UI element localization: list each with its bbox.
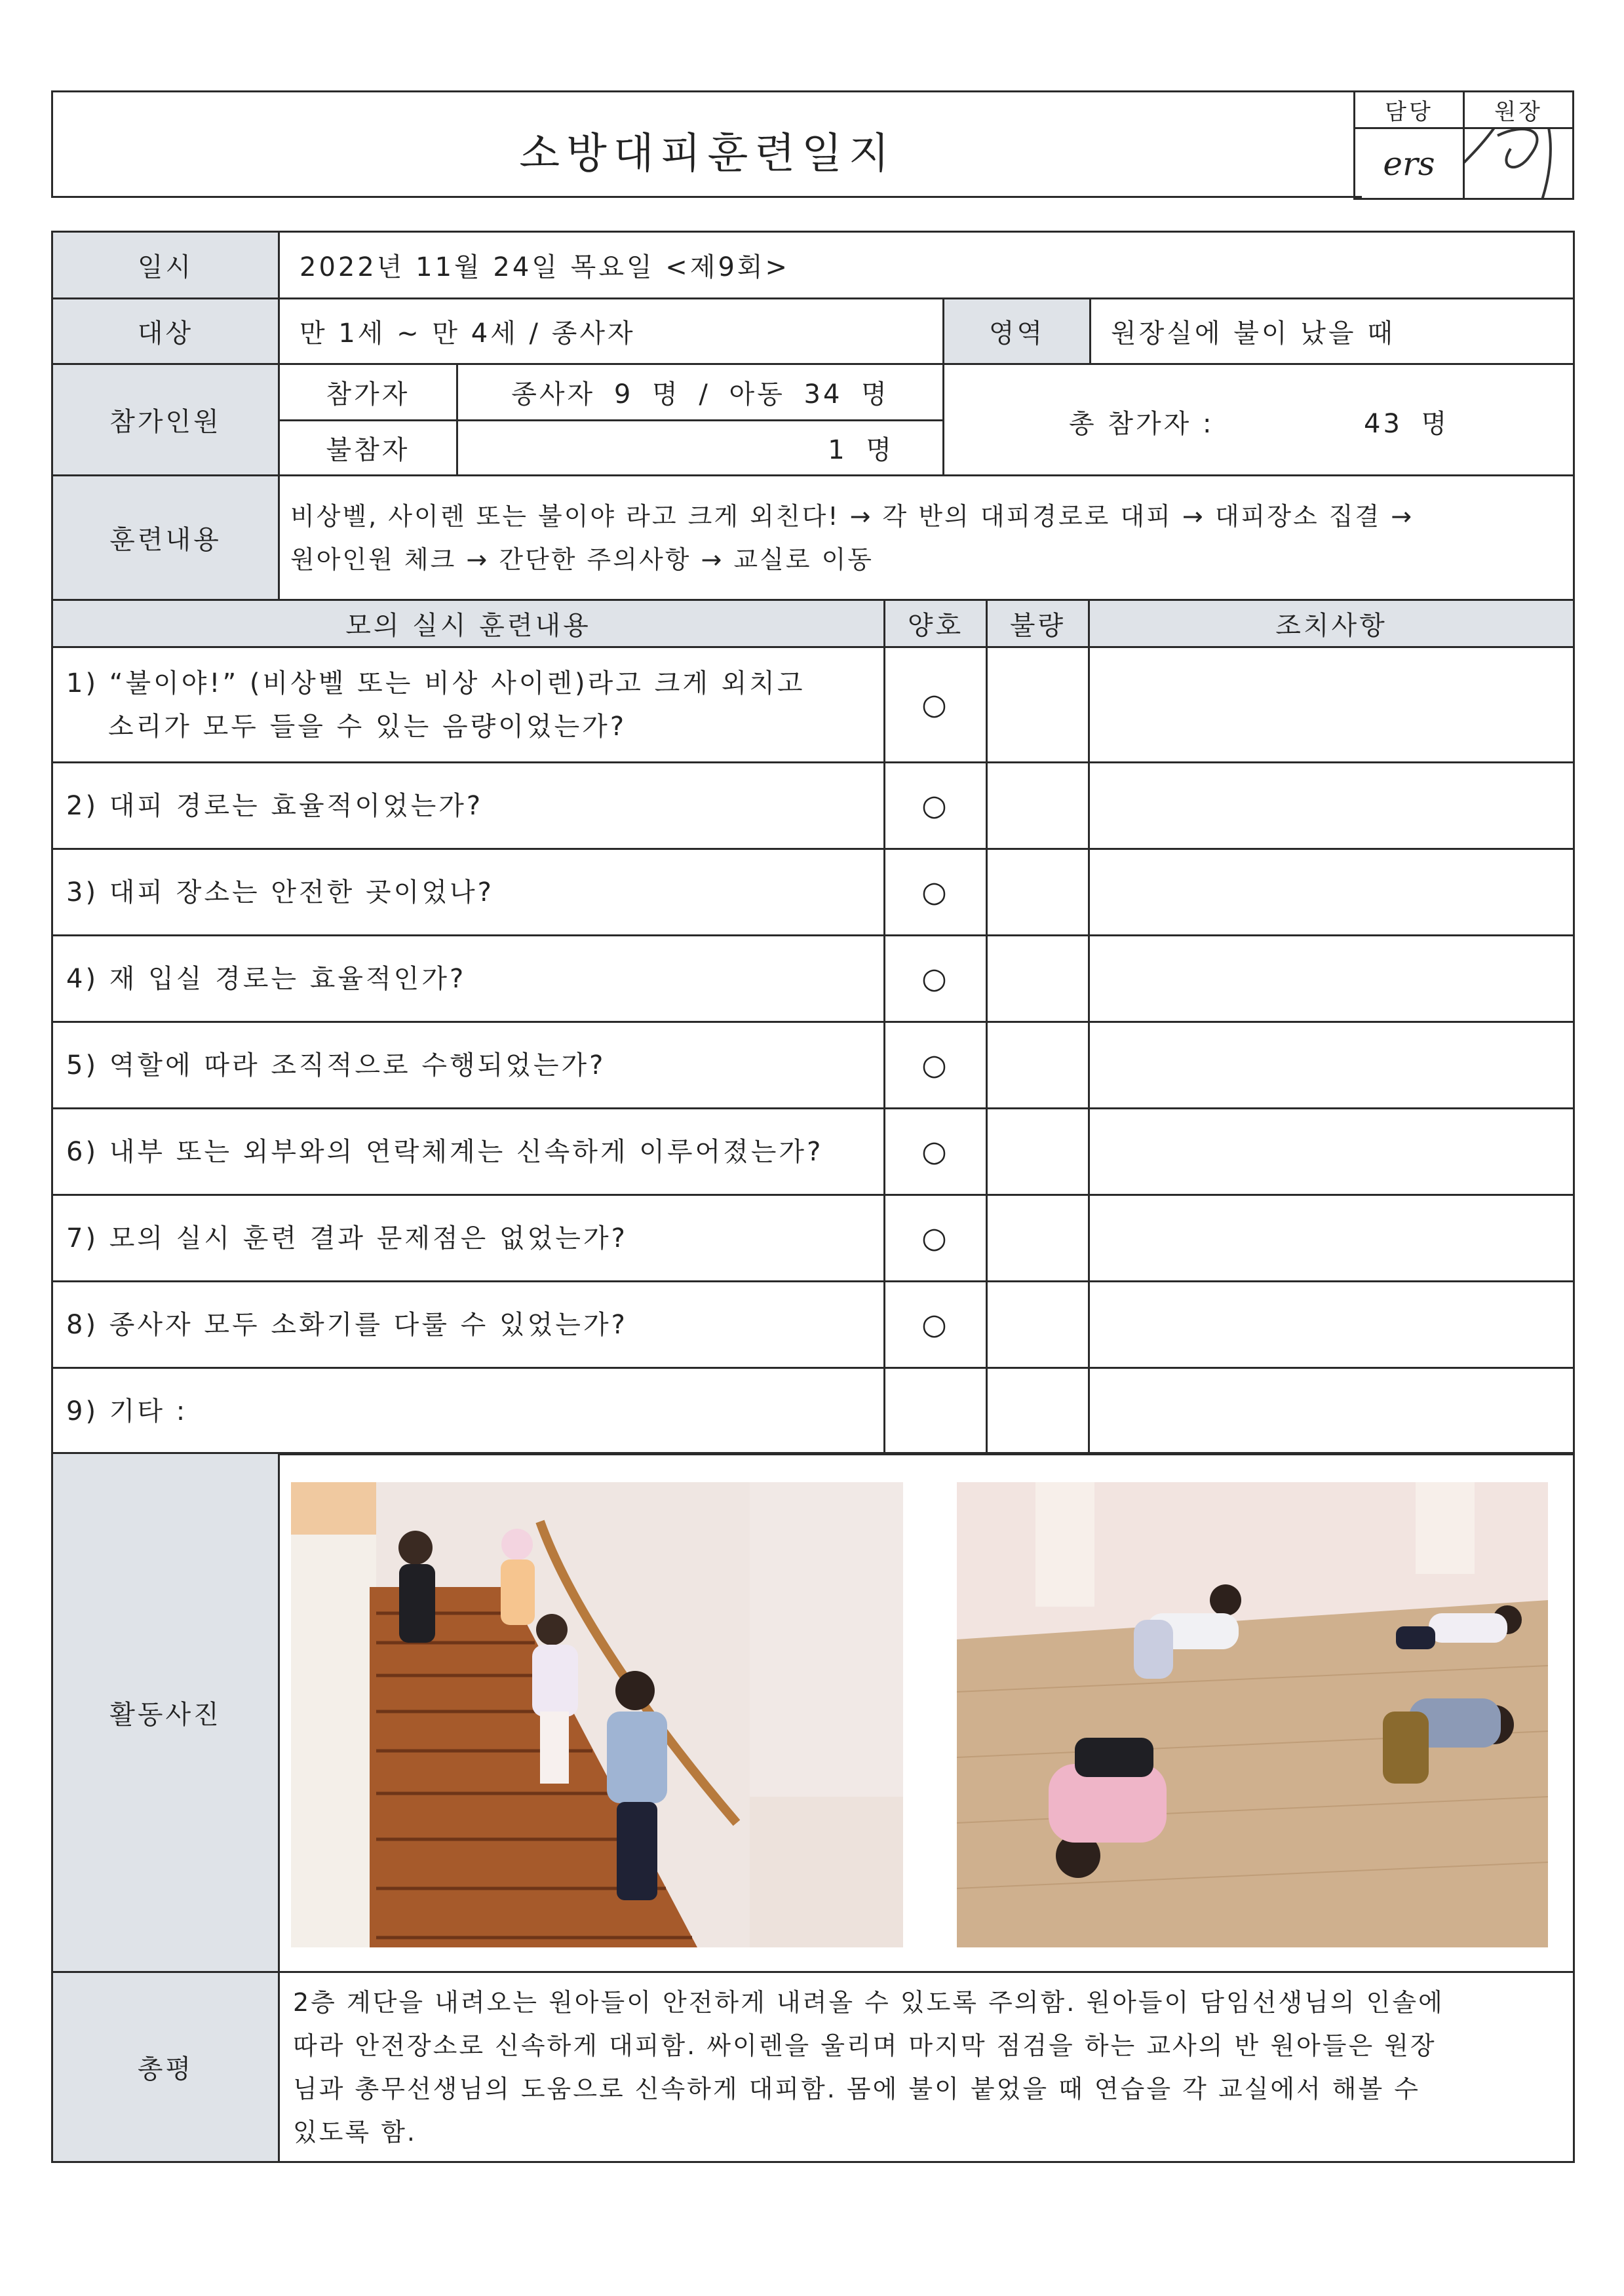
bad-mark-8 bbox=[987, 1282, 1089, 1368]
bad-mark-7 bbox=[987, 1195, 1089, 1282]
checklist-header-bad: 불량 bbox=[987, 600, 1089, 647]
action-cell-1 bbox=[1089, 647, 1574, 763]
area-label: 영역 bbox=[944, 299, 1091, 364]
checklist-item-1-line1: 1) “불이야!” (비상벨 또는 비상 사이렌)라고 크게 외치고 bbox=[66, 668, 805, 698]
total-value: 43 명 bbox=[1364, 409, 1450, 439]
target-value: 만 1세 ~ 만 4세 / 종사자 bbox=[279, 299, 944, 364]
table-row bbox=[52, 1109, 1574, 1195]
checklist-item-7: 7) 모의 실시 훈련 결과 문제점은 없었는가? bbox=[52, 1195, 885, 1282]
date-label: 일시 bbox=[52, 232, 279, 299]
action-cell-9 bbox=[1089, 1368, 1574, 1455]
summary-line-4: 있도록 함. bbox=[293, 2117, 417, 2147]
checklist-header-good: 양호 bbox=[885, 600, 987, 647]
total-participants bbox=[944, 364, 1574, 476]
table-row bbox=[52, 1195, 1574, 1282]
checklist-header-item: 모의 실시 훈련내용 bbox=[52, 600, 885, 647]
summary-line-1: 2층 계단을 내려오는 원아들이 안전하게 내려올 수 있도록 주의함. 원아들이 담임선생님의 인솔에 bbox=[293, 1987, 1444, 2017]
area-value: 원장실에 불이 났을 때 bbox=[1091, 299, 1574, 364]
total-label: 총 참가자 : bbox=[1069, 409, 1214, 439]
info-table bbox=[51, 231, 1575, 601]
action-cell-8 bbox=[1089, 1282, 1574, 1368]
checklist-item-1 bbox=[52, 647, 885, 763]
signature-director bbox=[1464, 128, 1574, 199]
action-cell-6 bbox=[1089, 1109, 1574, 1195]
action-cell-3 bbox=[1089, 849, 1574, 936]
date-value: 2022년 11월 24일 목요일 <제9회> bbox=[279, 232, 1574, 299]
checklist-item-1-line2: 소리가 모두 들을 수 있는 음량이었는가? bbox=[108, 711, 627, 742]
content-label: 훈련내용 bbox=[52, 476, 279, 600]
bad-mark-2 bbox=[987, 763, 1089, 849]
target-label: 대상 bbox=[52, 299, 279, 364]
table-row bbox=[52, 647, 1574, 763]
good-mark-8: ○ bbox=[885, 1282, 987, 1368]
approval-label-staff: 담당 bbox=[1355, 92, 1464, 128]
good-mark-2: ○ bbox=[885, 763, 987, 849]
good-mark-5: ○ bbox=[885, 1022, 987, 1109]
checklist-item-4: 4) 재 입실 경로는 효율적인가? bbox=[52, 936, 885, 1022]
checklist-table bbox=[51, 599, 1575, 1455]
bad-mark-3 bbox=[987, 849, 1089, 936]
activity-photo-stairs bbox=[291, 1482, 903, 1947]
checklist-item-6: 6) 내부 또는 외부와의 연락체계는 신속하게 이루어졌는가? bbox=[52, 1109, 885, 1195]
good-mark-1: ○ bbox=[885, 647, 987, 763]
action-cell-7 bbox=[1089, 1195, 1574, 1282]
approval-box bbox=[1353, 90, 1574, 200]
action-cell-4 bbox=[1089, 936, 1574, 1022]
content-line-1: 비상벨, 사이렌 또는 불이야 라고 크게 외친다! → 각 반의 대피경로로 대피 → 대피장소 집결 → bbox=[290, 501, 1414, 531]
checklist-item-8: 8) 종사자 모두 소화기를 다룰 수 있었는가? bbox=[52, 1282, 885, 1368]
checklist-item-5: 5) 역할에 따라 조직적으로 수행되었는가? bbox=[52, 1022, 885, 1109]
absent-label: 불참자 bbox=[279, 421, 457, 476]
good-mark-6: ○ bbox=[885, 1109, 987, 1195]
approval-label-director: 원장 bbox=[1464, 92, 1574, 128]
checklist-header-action: 조치사항 bbox=[1089, 600, 1574, 647]
bad-mark-1 bbox=[987, 647, 1089, 763]
table-row bbox=[52, 1368, 1574, 1455]
signature-staff bbox=[1355, 128, 1464, 199]
action-cell-5 bbox=[1089, 1022, 1574, 1109]
summary-text bbox=[279, 1972, 1574, 2162]
stairs-illustration bbox=[291, 1482, 903, 1947]
good-mark-3: ○ bbox=[885, 849, 987, 936]
table-row bbox=[52, 936, 1574, 1022]
attendees-label: 참가자 bbox=[279, 364, 457, 421]
title-box bbox=[51, 90, 1362, 198]
checklist-item-3: 3) 대피 장소는 안전한 곳이었나? bbox=[52, 849, 885, 936]
bad-mark-6 bbox=[987, 1109, 1089, 1195]
table-row bbox=[52, 1022, 1574, 1109]
attendees-value: 종사자 9 명 / 아동 34 명 bbox=[457, 364, 944, 421]
absent-value: 1 명 bbox=[457, 421, 944, 476]
floor-illustration bbox=[957, 1482, 1548, 1947]
checklist-item-2: 2) 대피 경로는 효율적이었는가? bbox=[52, 763, 885, 849]
table-row bbox=[52, 849, 1574, 936]
good-mark-7: ○ bbox=[885, 1195, 987, 1282]
bad-mark-5 bbox=[987, 1022, 1089, 1109]
table-row bbox=[52, 763, 1574, 849]
bad-mark-4 bbox=[987, 936, 1089, 1022]
bad-mark-9 bbox=[987, 1368, 1089, 1455]
summary-line-3: 님과 총무선생님의 도움으로 신속하게 대피함. 몸에 불이 붙었을 때 연습을 각 교실에서 해볼 수 bbox=[293, 2074, 1421, 2103]
photos-label: 활동사진 bbox=[52, 1453, 279, 1972]
action-cell-2 bbox=[1089, 763, 1574, 849]
signature-director-mark bbox=[1464, 128, 1574, 199]
good-mark-9 bbox=[885, 1368, 987, 1455]
good-mark-4: ○ bbox=[885, 936, 987, 1022]
content-value bbox=[279, 476, 1574, 600]
activity-photo-floor bbox=[957, 1482, 1548, 1947]
signature-staff-text: ers bbox=[1383, 144, 1435, 183]
summary-line-2: 따라 안전장소로 신속하게 대피함. 싸이렌을 울리며 마지막 점검을 하는 교사의 반 원아들은 원장 bbox=[293, 2031, 1437, 2060]
summary-label: 총평 bbox=[52, 1972, 279, 2162]
checklist-item-9: 9) 기타 : bbox=[52, 1368, 885, 1455]
table-row bbox=[52, 1282, 1574, 1368]
content-line-2: 원아인원 체크 → 간단한 주의사항 → 교실로 이동 bbox=[290, 545, 874, 574]
page-title: 소방대피훈련일지 bbox=[519, 130, 896, 178]
participants-label: 참가인원 bbox=[52, 364, 279, 476]
